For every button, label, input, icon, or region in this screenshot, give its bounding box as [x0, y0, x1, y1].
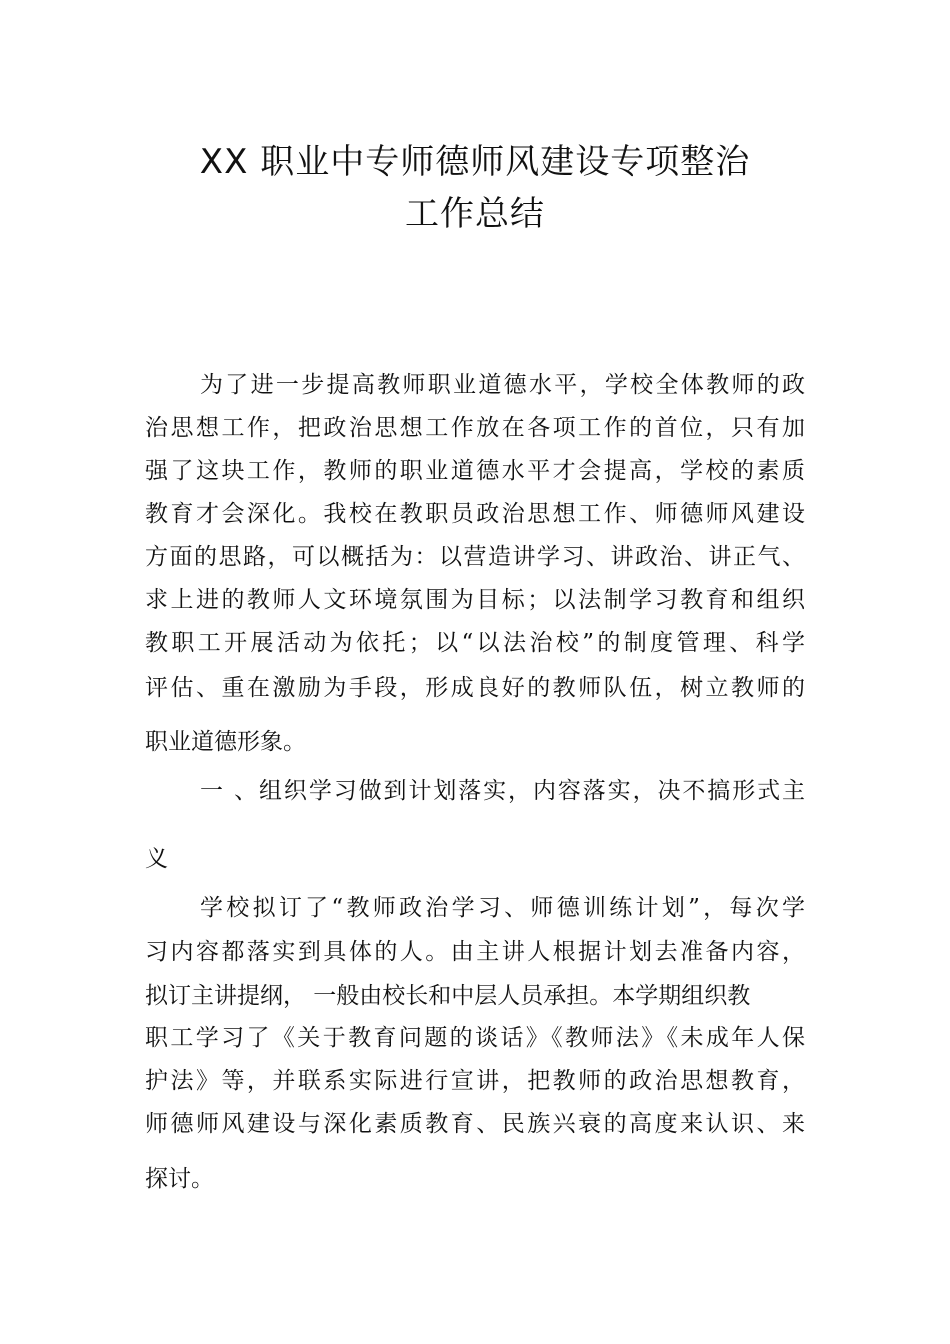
paragraph-1-line: 教育才会深化。我校在教职员政治思想工作、师德师风建设	[145, 501, 805, 527]
paragraph-1-line: 职业道德形象。	[145, 729, 306, 755]
document-title-line-1: XX 职业中专师德师风建设专项整治	[199, 142, 751, 182]
section-heading-line: 义	[145, 846, 168, 872]
paragraph-1-line: 方面的思路，可以概括为：以营造讲学习、讲政治、讲正气、	[145, 544, 805, 570]
paragraph-1-line: 教职工开展活动为依托；以“以法治校”的制度管理、科学	[145, 630, 805, 656]
paragraph-1-line: 治思想工作，把政治思想工作放在各项工作的首位，只有加	[145, 415, 805, 441]
paragraph-1-line: 求上进的教师人文环境氛围为目标；以法制学习教育和组织	[145, 587, 805, 613]
paragraph-2-line: 拟订主讲提纲， 一般由校长和中层人员承担。本学期组织教	[145, 983, 751, 1009]
paragraph-2-line: 护法》等，并联系实际进行宣讲，把教师的政治思想教育，	[145, 1068, 805, 1094]
paragraph-2-line: 习内容都落实到具体的人。由主讲人根据计划去准备内容，	[145, 939, 805, 965]
paragraph-2-line: 学校拟订了“教师政治学习、师德训练计划”，每次学	[200, 895, 805, 921]
paragraph-1-line: 强了这块工作，教师的职业道德水平才会提高，学校的素质	[145, 458, 805, 484]
paragraph-2-line: 职工学习了《关于教育问题的谈话》《教师法》《未成年人保	[145, 1025, 805, 1051]
paragraph-1-line: 为了进一步提高教师职业道德水平，学校全体教师的政	[200, 372, 805, 398]
paragraph-2-line: 探讨。	[145, 1166, 214, 1192]
document-title-line-2: 工作总结	[405, 194, 545, 234]
paragraph-1-line: 评估、重在激励为手段，形成良好的教师队伍，树立教师的	[145, 675, 805, 701]
section-heading-line: 一 、组织学习做到计划落实，内容落实，决不搞形式主	[200, 778, 805, 804]
paragraph-2-line: 师德师风建设与深化素质教育、民族兴衰的高度来认识、来	[145, 1111, 805, 1137]
